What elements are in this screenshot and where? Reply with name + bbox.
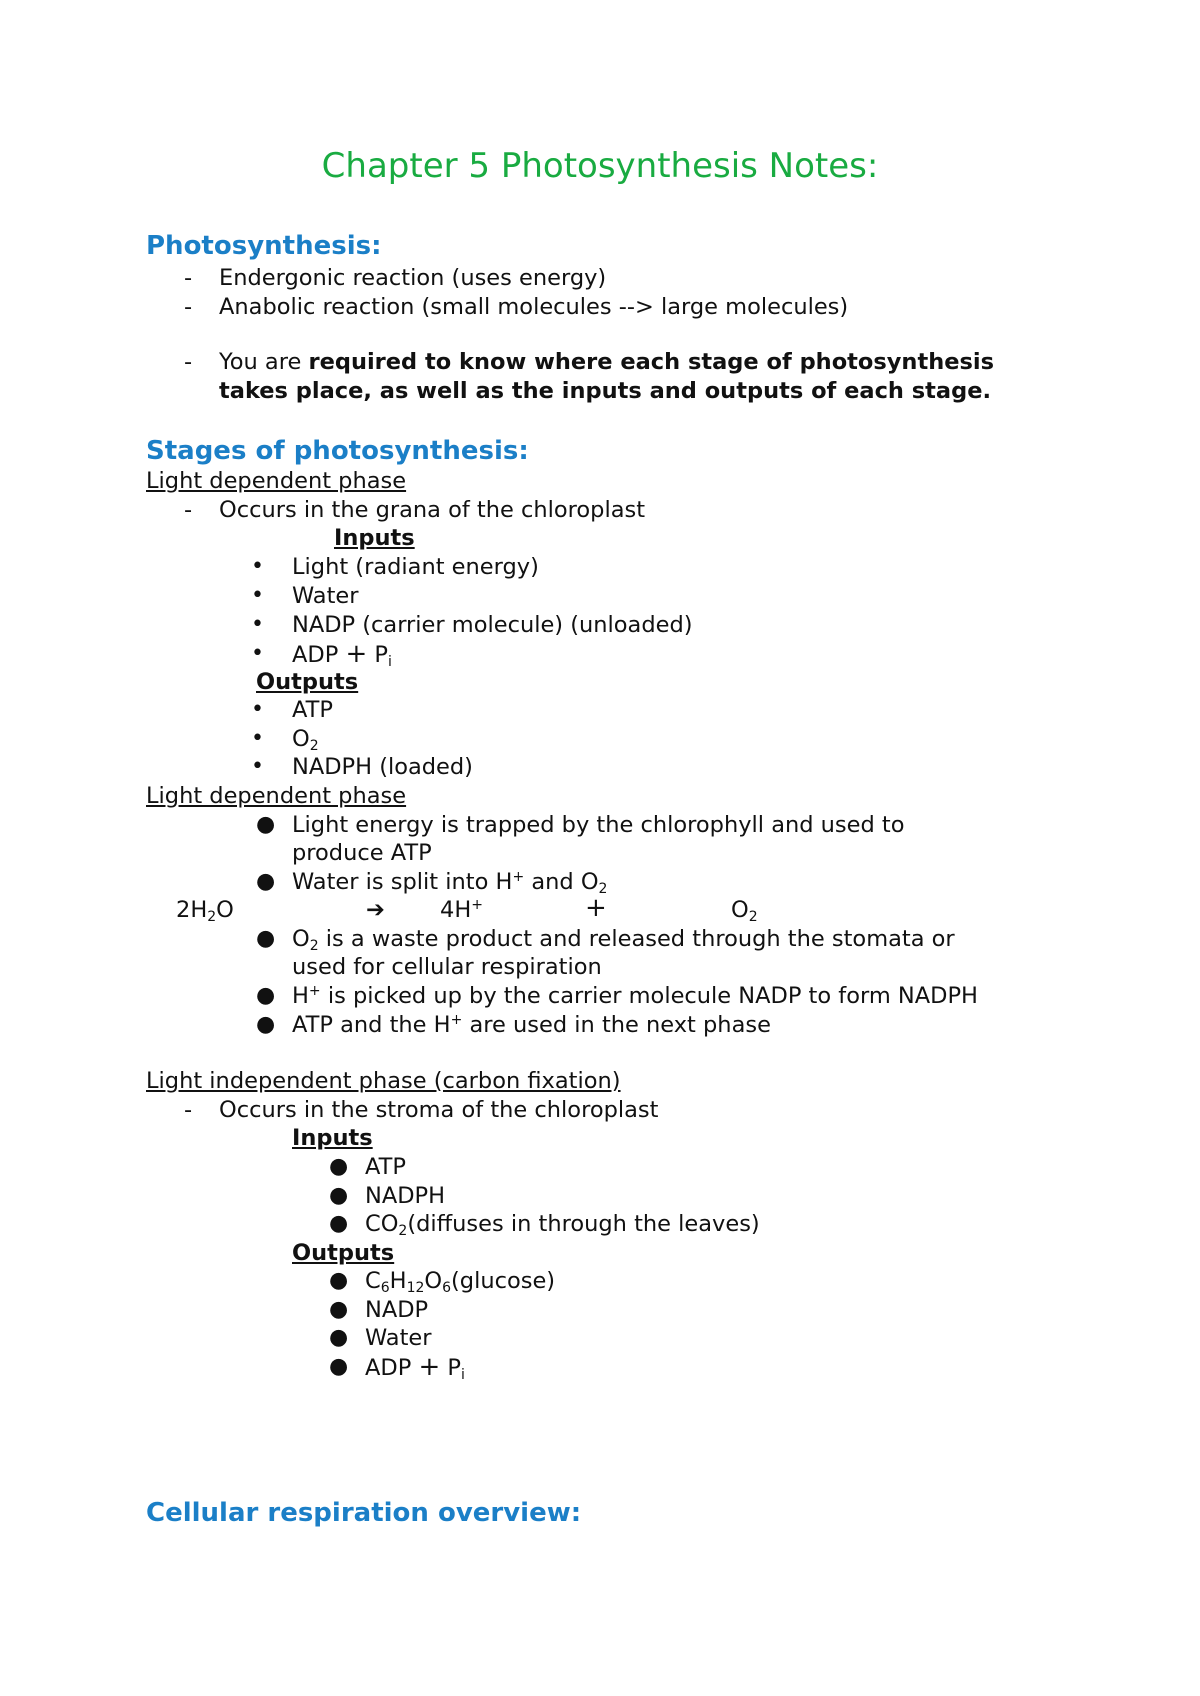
- bullet-icon: •: [251, 754, 264, 779]
- water-split-tail: and O: [531, 869, 599, 895]
- detail-point: [292, 1011, 771, 1039]
- bullet-icon: ●: [329, 1183, 349, 1208]
- bullet-icon: •: [251, 583, 264, 608]
- subscript: 6: [380, 1280, 390, 1296]
- co2-text: CO: [365, 1211, 399, 1237]
- outputs-label: Outputs: [256, 669, 359, 695]
- detail-point: [292, 868, 607, 896]
- light-independent-title: Light independent phase (carbon fixation): [146, 1068, 621, 1094]
- input-item: NADPH: [365, 1183, 446, 1209]
- superscript: +: [308, 983, 321, 999]
- bullet-icon: •: [251, 641, 264, 666]
- carrier-text: is picked up by the carrier molecule NADP to form NADPH: [327, 983, 978, 1009]
- bullet-icon: ●: [256, 812, 276, 837]
- subscript: 6: [442, 1280, 452, 1296]
- input-item: NADP (carrier molecule) (unloaded): [292, 612, 693, 638]
- inputs-label: Inputs: [292, 1125, 373, 1151]
- detail-point: [292, 925, 955, 953]
- bullet-icon: ●: [256, 926, 276, 951]
- subscript: 2: [207, 909, 217, 925]
- input-item: [365, 1210, 760, 1238]
- light-dependent-detail-title: Light dependent phase: [146, 783, 407, 809]
- adp-text: ADP: [365, 1355, 412, 1381]
- bullet-icon: ●: [329, 1154, 349, 1179]
- input-item: [292, 640, 392, 669]
- bullet-icon: •: [251, 554, 264, 579]
- input-item: Light (radiant energy): [292, 554, 539, 580]
- subscript: 2: [309, 938, 319, 954]
- equation-mid: [440, 896, 483, 924]
- requirement-note: [219, 348, 994, 376]
- location-text: Occurs in the stroma of the chloroplast: [219, 1097, 659, 1123]
- output-item: [292, 725, 319, 753]
- input-item: Water: [292, 583, 359, 609]
- dash-marker: -: [184, 1097, 193, 1123]
- hydrogen-label: H: [292, 983, 309, 1009]
- subscript: 2: [748, 909, 758, 925]
- subscript: 12: [406, 1280, 425, 1296]
- adp-text: ADP: [292, 642, 339, 668]
- plus-sign: +: [418, 1352, 441, 1382]
- outputs-label: Outputs: [292, 1240, 395, 1266]
- subscript: 2: [309, 738, 319, 754]
- output-item: NADP: [365, 1297, 429, 1323]
- detail-point: Light energy is trapped by the chlorophyll and used to: [292, 812, 905, 838]
- inputs-label: Inputs: [334, 525, 415, 551]
- bullet-icon: ●: [329, 1268, 349, 1293]
- bullet-icon: ●: [256, 1012, 276, 1037]
- oxygen-text: O: [292, 926, 310, 952]
- note-bold-continued: takes place, as well as the inputs and outputs of each stage.: [219, 378, 992, 404]
- detail-point-continued: used for cellular respiration: [292, 954, 602, 980]
- superscript: +: [471, 897, 483, 913]
- input-item: ATP: [365, 1154, 406, 1180]
- bullet-icon: •: [251, 726, 264, 751]
- dash-marker: -: [184, 294, 193, 320]
- eq-right-text: O: [731, 897, 749, 923]
- phosphate-text: P: [374, 642, 388, 668]
- light-dependent-title: Light dependent phase: [146, 468, 407, 494]
- bullet-icon: ●: [329, 1297, 349, 1322]
- waste-text: is a waste product and released through the stomata or: [325, 926, 955, 952]
- stages-heading: Stages of photosynthesis:: [146, 436, 529, 466]
- formula-part: C: [365, 1268, 381, 1294]
- output-item: Water: [365, 1325, 432, 1351]
- co2-note: (diffuses in through the leaves): [407, 1211, 760, 1237]
- subscript: 2: [398, 1223, 408, 1239]
- glucose-label: (glucose): [451, 1268, 556, 1294]
- output-item: [365, 1353, 465, 1382]
- detail-point: [292, 982, 978, 1010]
- plus-sign: +: [345, 639, 368, 669]
- next-phase-text: are used in the next phase: [469, 1012, 771, 1038]
- bullet-icon: ●: [256, 869, 276, 894]
- note-text: You are: [219, 349, 309, 375]
- subscript: i: [460, 1367, 465, 1383]
- page-title: Chapter 5 Photosynthesis Notes:: [321, 146, 879, 186]
- eq-mid-text: 4H: [440, 897, 472, 923]
- atp-text: ATP and the H: [292, 1012, 451, 1038]
- subscript: i: [387, 654, 392, 670]
- equation-right: [731, 896, 758, 924]
- cellular-respiration-heading: Cellular respiration overview:: [146, 1498, 582, 1528]
- formula-part: H: [389, 1268, 407, 1294]
- output-item: ATP: [292, 697, 333, 723]
- list-item: Endergonic reaction (uses energy): [219, 265, 607, 291]
- detail-point-continued: produce ATP: [292, 840, 432, 866]
- bullet-icon: ●: [256, 983, 276, 1008]
- dash-marker: -: [184, 349, 193, 375]
- output-item: NADPH (loaded): [292, 754, 473, 780]
- oxygen-text: O: [292, 726, 310, 752]
- dash-marker: -: [184, 497, 193, 523]
- note-bold: required to know where each stage of photosynthesis: [308, 349, 994, 375]
- bullet-icon: ●: [329, 1211, 349, 1236]
- equation-left: [176, 896, 234, 924]
- water-split-text: Water is split into H: [292, 869, 513, 895]
- bullet-icon: •: [251, 612, 264, 637]
- bullet-icon: ●: [329, 1325, 349, 1350]
- subscript: 2: [598, 881, 608, 897]
- dash-marker: -: [184, 265, 193, 291]
- bullet-icon: •: [251, 697, 264, 722]
- phosphate-text: P: [447, 1355, 461, 1381]
- eq-left-text: 2H: [176, 897, 208, 923]
- superscript: +: [512, 869, 525, 885]
- superscript: +: [450, 1012, 463, 1028]
- bullet-icon: ●: [329, 1354, 349, 1379]
- arrow-icon: ➔: [366, 897, 385, 923]
- eq-left-tail: O: [216, 897, 234, 923]
- location-text: Occurs in the grana of the chloroplast: [219, 497, 646, 523]
- plus-sign: +: [585, 893, 607, 923]
- photosynthesis-heading: Photosynthesis:: [146, 231, 382, 261]
- output-item: [365, 1267, 555, 1295]
- list-item: Anabolic reaction (small molecules --> large molecules): [219, 294, 849, 320]
- formula-part: O: [424, 1268, 443, 1294]
